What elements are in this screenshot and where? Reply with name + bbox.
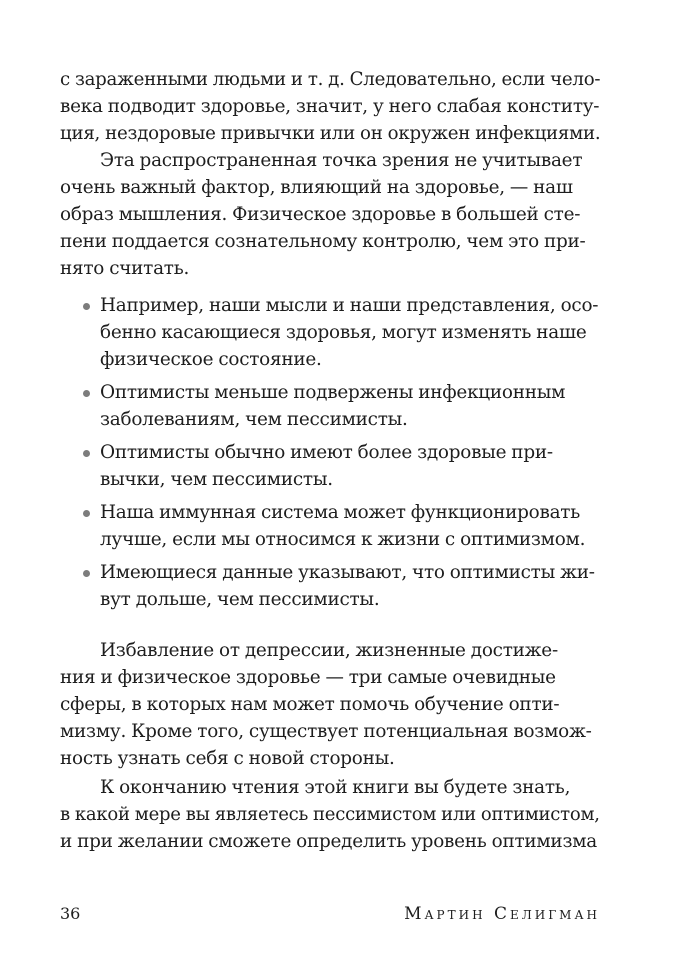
text-line: ния и физическое здоровье — три самые очевидные <box>60 667 556 688</box>
text-line: очень важный фактор, влияющий на здоровье, — наш <box>60 177 573 198</box>
text-line: сферы, в которых нам может помочь обучение опти- <box>60 694 560 715</box>
bullet-dot-icon <box>83 570 90 577</box>
bullet-dot-icon <box>83 510 90 517</box>
bullet-dot-icon <box>83 303 90 310</box>
bullet-list <box>60 292 600 613</box>
bullet-item <box>60 559 600 613</box>
text-line: Оптимисты меньше подвержены инфекционным <box>100 382 566 403</box>
text-line: Оптимисты обычно имеют более здоровые при- <box>100 442 553 463</box>
text-line: образ мышления. Физическое здоровье в большей сте- <box>60 204 581 225</box>
paragraph-book-end <box>60 774 600 855</box>
text-line: бенно касающиеся здоровья, могут изменять наше <box>100 322 587 343</box>
text-line: века подводит здоровье, значит, у него слабая конститу- <box>60 96 600 117</box>
book-page-text <box>60 66 600 855</box>
text-line: К окончанию чтения этой книги вы будете знать, <box>100 777 571 798</box>
running-author: Мартин Селигман <box>404 904 600 924</box>
text-line: и при желании сможете определить уровень оптимизма <box>60 831 597 852</box>
text-line: Эта распространенная точка зрения не учитывает <box>100 150 583 171</box>
bullet-item <box>60 499 600 553</box>
text-line: пени поддается сознательному контролю, чем это при- <box>60 231 586 252</box>
text-line: заболеваниям, чем пессимисты. <box>100 409 408 430</box>
text-line: нято считать. <box>60 258 190 279</box>
intro-paragraph <box>60 66 600 147</box>
text-line: Наша иммунная система может функционировать <box>100 502 580 523</box>
text-line: в какой мере вы являетесь пессимистом или оптимистом, <box>60 804 600 825</box>
text-line: Например, наши мысли и наши представления, осо- <box>100 295 599 316</box>
bullet-item <box>60 292 600 373</box>
text-line: вут дольше, чем пессимисты. <box>100 589 380 610</box>
text-line: вычки, чем пессимисты. <box>100 469 333 490</box>
bullet-dot-icon <box>83 450 90 457</box>
text-line: физическое состояние. <box>100 349 322 370</box>
text-line: с зараженными людьми и т. д. Следовательно, если чело- <box>60 69 601 90</box>
paragraph-health-view <box>60 147 600 282</box>
page-number: 36 <box>60 904 81 923</box>
bullet-item <box>60 379 600 433</box>
text-line: мизму. Кроме того, существует потенциальная возмож- <box>60 721 592 742</box>
paragraph-three-spheres <box>60 637 600 772</box>
page-footer <box>60 902 600 926</box>
text-line: Избавление от депрессии, жизненные достиже- <box>100 640 558 661</box>
text-line: ция, нездоровые привычки или он окружен инфекциями. <box>60 123 601 144</box>
text-line: лучше, если мы относимся к жизни с оптимизмом. <box>100 529 586 550</box>
text-line: Имеющиеся данные указывают, что оптимисты жи- <box>100 562 595 583</box>
bullet-dot-icon <box>83 390 90 397</box>
text-line: ность узнать себя с новой стороны. <box>60 748 395 769</box>
bullet-item <box>60 439 600 493</box>
